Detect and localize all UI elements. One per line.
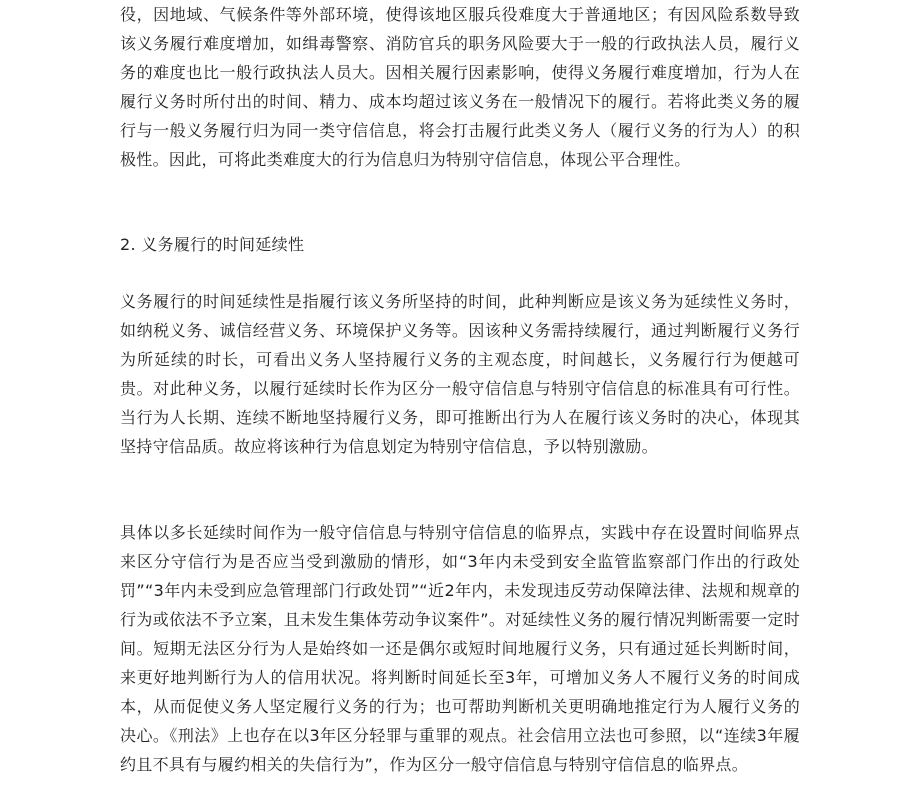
paragraph-threshold: 具体以多长延续时间作为一般守信信息与特别守信信息的临界点，实践中存在设置时间临界点来区分守信行为是否应当受到激励的情形，如“3年内未受到安全监管监察部门作出的行政处罚”“3年内未受到应急管理部门行政处罚”“近2年内，未发现违反劳动保障法律、法规和规章的行为或依法不予立案，且未发生集体劳动争议案件”。对延续性义务的履行情况判断需要一定时间。短期无法区分行为人是始终如一还是偶尔或短时间地履行义务，只有通过延长判断时间，来更好地判断行为人的信用状况。将判断时间延长至3年，可增加义务人不履行义务的时间成本，从而促使义务人坚定履行义务的行为；也可帮助判断机关更明确地推定行为人履行义务的决心。《刑法》上也存在以3年区分轻罪与重罪的观点。社会信用立法也可参照，以“连续3年履约且不具有与履约相关的失信行为”，作为区分一般守信信息与特别守信信息的临界点。 bbox=[120, 523, 800, 774]
section-heading-time-continuity: 2. 义务履行的时间延续性 bbox=[120, 235, 305, 254]
paragraph-difficulty: 役，因地域、气候条件等外部环境，使得该地区服兵役难度大于普通地区；有因风险系数导致该义务履行难度增加，如缉毒警察、消防官兵的职务风险要大于一般的行政执法人员，履行义务的难度也比一般行政执法人员大。因相关履行因素影响，使得义务履行难度增加，行为人在履行义务时所付出的时间、精力、成本均超过该义务在一般情况下的履行。若将此类义务的履行与一般义务履行归为同一类守信信息，将会打击履行此类义务人（履行义务的行为人）的积极性。因此，可将此类难度大的行为信息归为特别守信信息，体现公平合理性。 bbox=[120, 5, 800, 169]
paragraph-time-continuity: 义务履行的时间延续性是指履行该义务所坚持的时间，此种判断应是该义务为延续性义务时，如纳税义务、诚信经营义务、环境保护义务等。因该种义务需持续履行，通过判断履行义务行为所延续的时长，可看出义务人坚持履行义务的主观态度，时间越长，义务履行行为便越可贵。对此种义务，以履行延续时长作为区分一般守信信息与特别守信信息的标准具有可行性。当行为人长期、连续不断地坚持履行义务，即可推断出行为人在履行该义务时的决心，体现其坚持守信品质。故应将该种行为信息划定为特别守信信息，予以特别激励。 bbox=[120, 292, 800, 456]
